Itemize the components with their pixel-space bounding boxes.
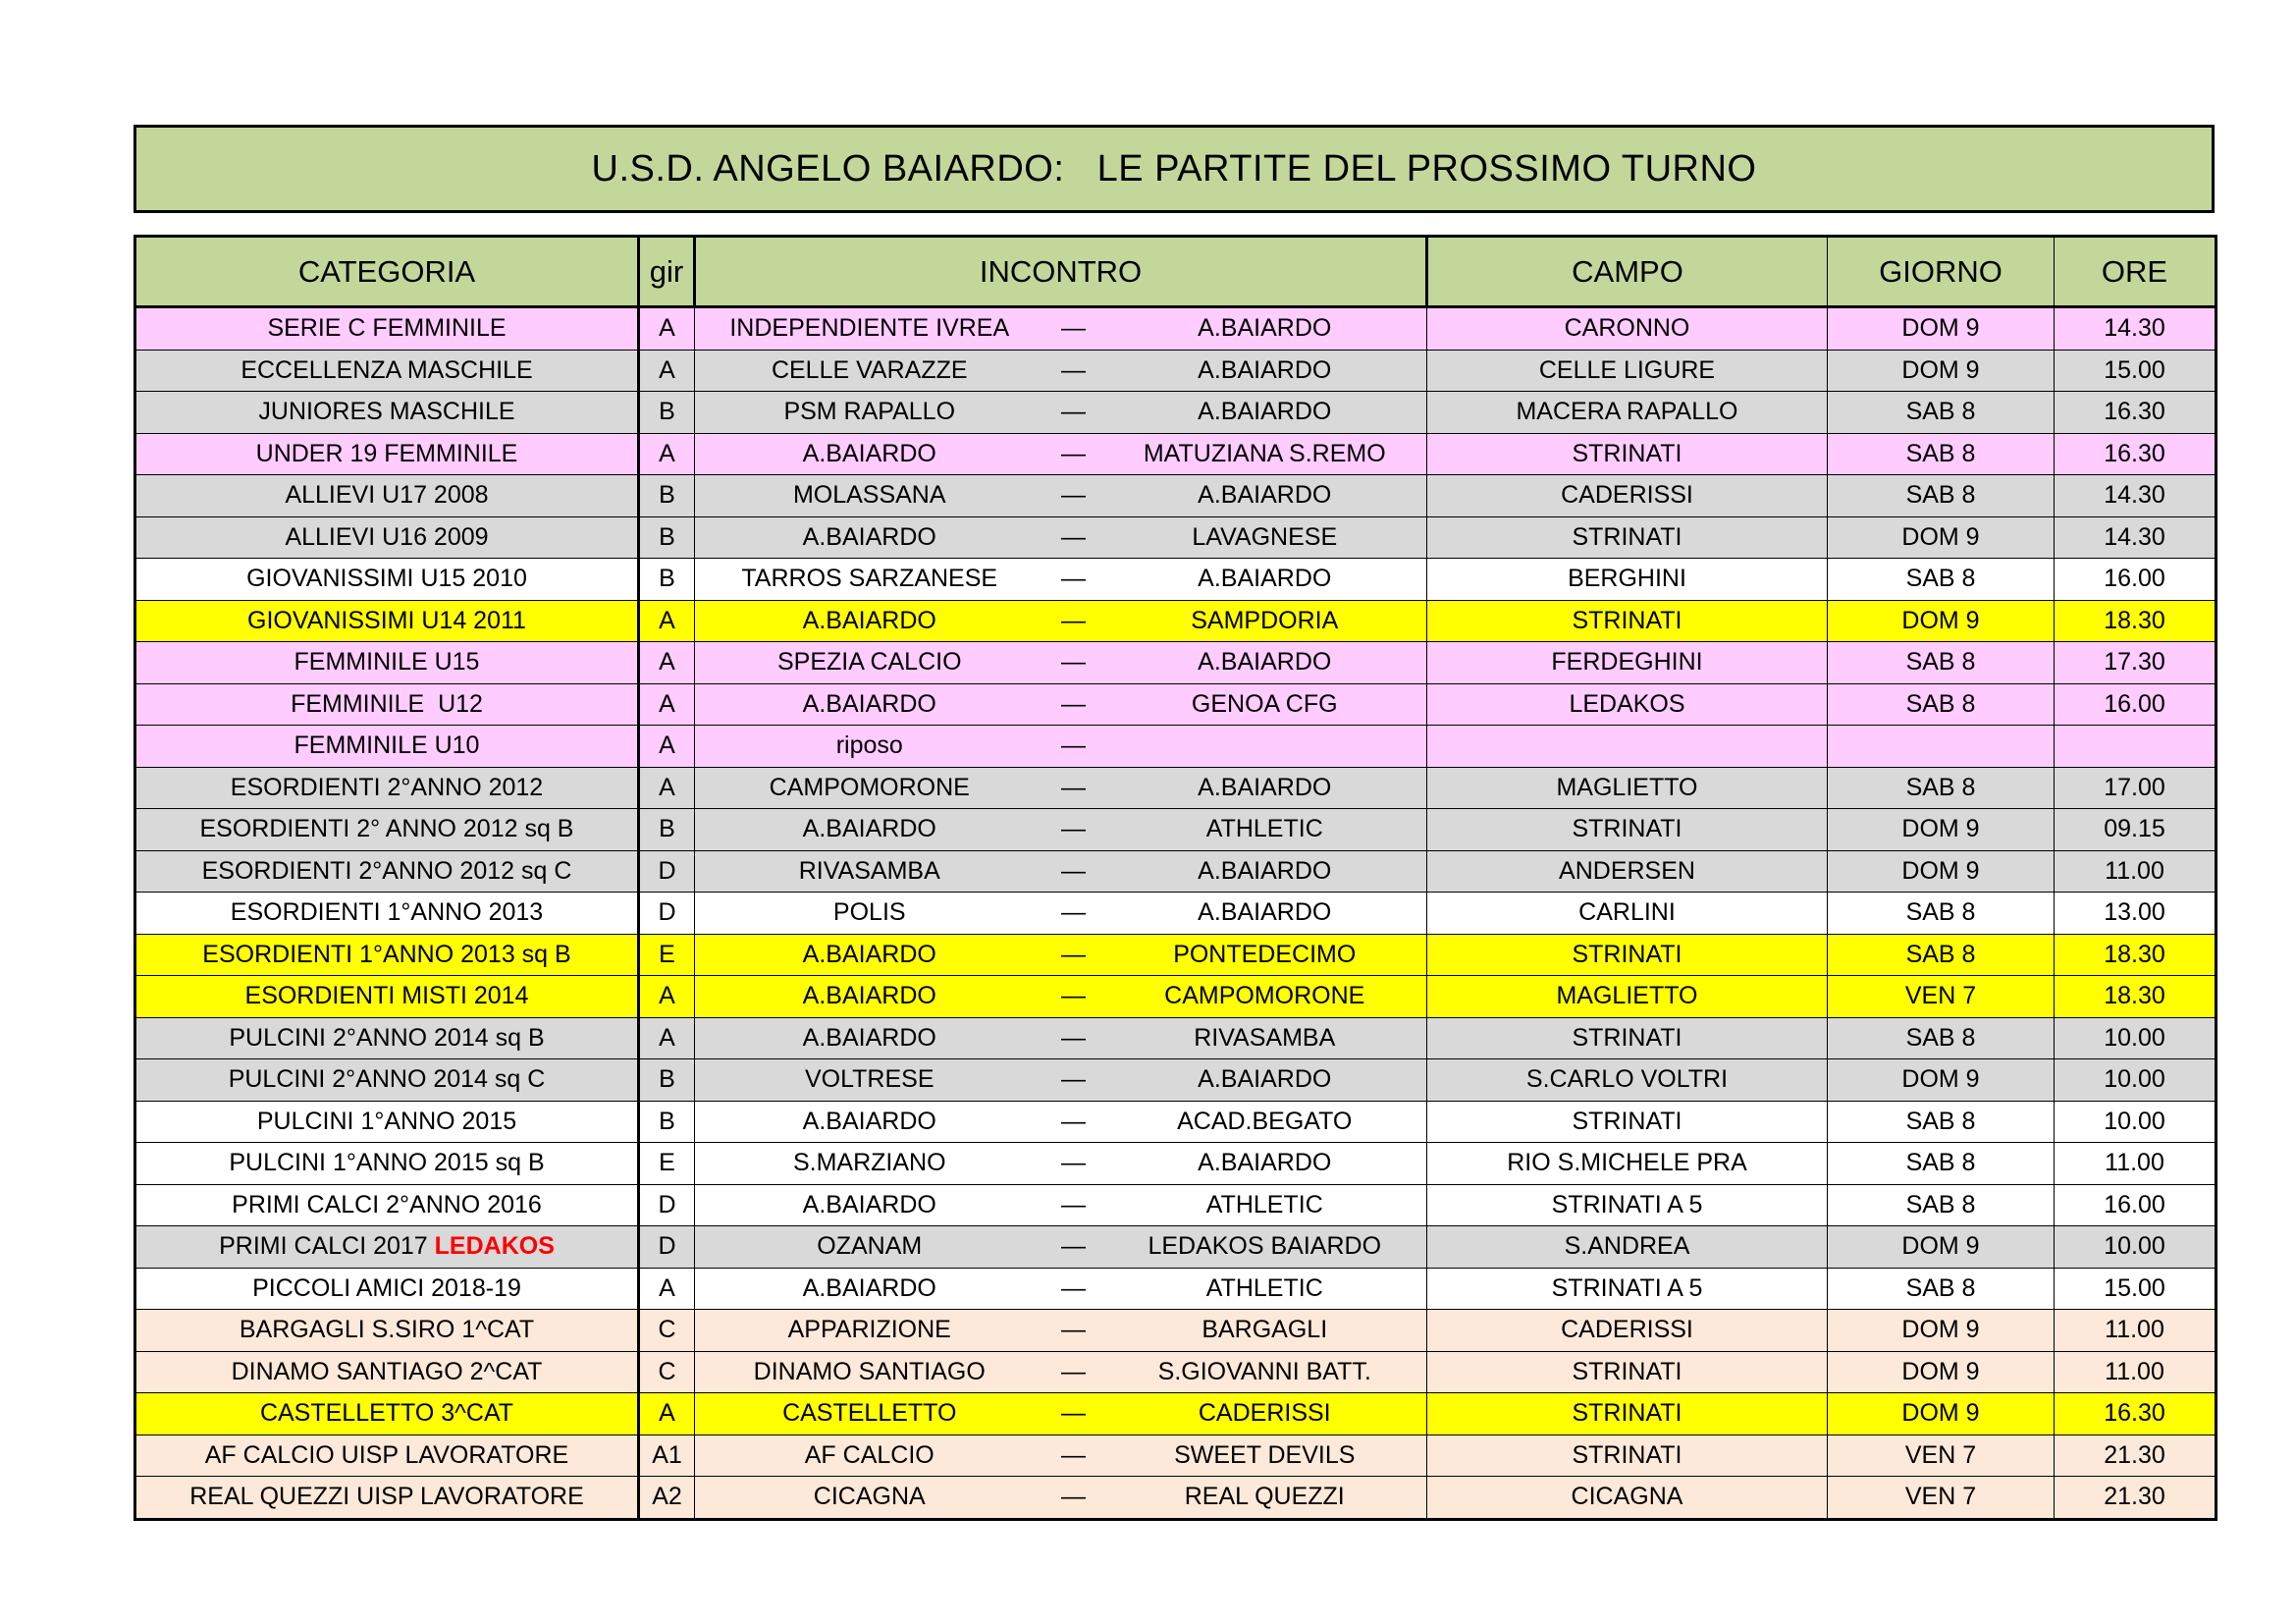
campo-cell: STRINATI: [1427, 934, 1828, 976]
ore-cell: 17.30: [2055, 642, 2216, 684]
categoria-cell: AF CALCIO UISP LAVORATORE: [135, 1435, 639, 1477]
header-campo: CAMPO: [1427, 237, 1828, 307]
match-separator: —: [1044, 475, 1103, 517]
away-team-cell: A.BAIARDO: [1103, 1059, 1427, 1102]
table-row: [135, 1143, 2216, 1185]
header-gir: gir: [639, 237, 695, 307]
away-team-cell: SWEET DEVILS: [1103, 1435, 1427, 1477]
ore-cell: 18.30: [2055, 976, 2216, 1018]
away-team-cell: CADERISSI: [1103, 1393, 1427, 1435]
away-team-cell: A.BAIARDO: [1103, 850, 1427, 893]
gir-cell: B: [639, 559, 695, 601]
categoria-highlight: LEDAKOS: [434, 1232, 555, 1261]
giorno-cell: DOM 9: [1828, 1351, 2055, 1393]
away-team-cell: A.BAIARDO: [1103, 350, 1427, 392]
categoria-cell: [135, 1226, 639, 1269]
home-team-cell: A.BAIARDO: [695, 600, 1044, 642]
giorno-cell: [1828, 726, 2055, 768]
table-row: [135, 350, 2216, 392]
categoria-cell: FEMMINILE U12: [135, 683, 639, 726]
table-row: [135, 1310, 2216, 1352]
campo-cell: FERDEGHINI: [1427, 642, 1828, 684]
home-team-cell: INDEPENDIENTE IVREA: [695, 307, 1044, 351]
giorno-cell: SAB 8: [1828, 433, 2055, 475]
gir-cell: E: [639, 1143, 695, 1185]
home-team-cell: RIVASAMBA: [695, 850, 1044, 893]
match-separator: —: [1044, 1310, 1103, 1352]
schedule-table: [133, 235, 2217, 1521]
ore-cell: 21.30: [2055, 1477, 2216, 1520]
match-separator: —: [1044, 1184, 1103, 1226]
ore-cell: 18.30: [2055, 934, 2216, 976]
away-team-cell: PONTEDECIMO: [1103, 934, 1427, 976]
table-row: [135, 850, 2216, 893]
away-team-cell: SAMPDORIA: [1103, 600, 1427, 642]
ore-cell: 14.30: [2055, 475, 2216, 517]
ore-cell: 16.30: [2055, 433, 2216, 475]
away-team-cell: [1103, 726, 1427, 768]
giorno-cell: SAB 8: [1828, 559, 2055, 601]
gir-cell: E: [639, 934, 695, 976]
campo-cell: CARLINI: [1427, 893, 1828, 935]
ore-cell: [2055, 726, 2216, 768]
away-team-cell: ACAD.BEGATO: [1103, 1101, 1427, 1143]
table-row: [135, 307, 2216, 351]
giorno-cell: VEN 7: [1828, 976, 2055, 1018]
home-team-cell: A.BAIARDO: [695, 1268, 1044, 1310]
table-row: [135, 516, 2216, 559]
ore-cell: 10.00: [2055, 1101, 2216, 1143]
match-separator: —: [1044, 1477, 1103, 1520]
campo-cell: [1427, 726, 1828, 768]
table-row: [135, 1226, 2216, 1269]
home-team-cell: CASTELLETTO: [695, 1393, 1044, 1435]
header-giorno: GIORNO: [1828, 237, 2055, 307]
campo-cell: CADERISSI: [1427, 1310, 1828, 1352]
gir-cell: A1: [639, 1435, 695, 1477]
campo-cell: STRINATI: [1427, 809, 1828, 851]
categoria-cell: BARGAGLI S.SIRO 1^CAT: [135, 1310, 639, 1352]
table-row: [135, 1017, 2216, 1059]
match-separator: —: [1044, 1435, 1103, 1477]
gir-cell: A: [639, 976, 695, 1018]
campo-cell: CARONNO: [1427, 307, 1828, 351]
campo-cell: STRINATI: [1427, 1393, 1828, 1435]
table-row: [135, 559, 2216, 601]
table-row: [135, 475, 2216, 517]
ore-cell: 10.00: [2055, 1017, 2216, 1059]
match-separator: —: [1044, 934, 1103, 976]
table-row: [135, 893, 2216, 935]
campo-cell: S.CARLO VOLTRI: [1427, 1059, 1828, 1102]
giorno-cell: SAB 8: [1828, 1143, 2055, 1185]
away-team-cell: A.BAIARDO: [1103, 307, 1427, 351]
home-team-cell: A.BAIARDO: [695, 516, 1044, 559]
schedule-body: [135, 307, 2216, 1520]
categoria-cell: REAL QUEZZI UISP LAVORATORE: [135, 1477, 639, 1520]
match-separator: —: [1044, 600, 1103, 642]
giorno-cell: VEN 7: [1828, 1435, 2055, 1477]
match-separator: —: [1044, 350, 1103, 392]
gir-cell: A: [639, 1017, 695, 1059]
home-team-cell: DINAMO SANTIAGO: [695, 1351, 1044, 1393]
home-team-cell: A.BAIARDO: [695, 433, 1044, 475]
match-separator: —: [1044, 392, 1103, 434]
table-row: [135, 726, 2216, 768]
away-team-cell: A.BAIARDO: [1103, 475, 1427, 517]
home-team-cell: MOLASSANA: [695, 475, 1044, 517]
away-team-cell: LAVAGNESE: [1103, 516, 1427, 559]
match-separator: —: [1044, 559, 1103, 601]
giorno-cell: DOM 9: [1828, 1226, 2055, 1269]
campo-cell: CELLE LIGURE: [1427, 350, 1828, 392]
table-row: [135, 392, 2216, 434]
gir-cell: D: [639, 1226, 695, 1269]
gir-cell: A: [639, 767, 695, 809]
categoria-cell: UNDER 19 FEMMINILE: [135, 433, 639, 475]
home-team-cell: A.BAIARDO: [695, 683, 1044, 726]
match-separator: —: [1044, 1017, 1103, 1059]
table-row: [135, 1351, 2216, 1393]
campo-cell: STRINATI A 5: [1427, 1268, 1828, 1310]
home-team-cell: OZANAM: [695, 1226, 1044, 1269]
categoria-cell: PRIMI CALCI 2°ANNO 2016: [135, 1184, 639, 1226]
campo-cell: MAGLIETTO: [1427, 767, 1828, 809]
ore-cell: 11.00: [2055, 1143, 2216, 1185]
categoria-cell: PULCINI 2°ANNO 2014 sq C: [135, 1059, 639, 1102]
table-row: [135, 1268, 2216, 1310]
away-team-cell: A.BAIARDO: [1103, 1143, 1427, 1185]
categoria-cell: JUNIORES MASCHILE: [135, 392, 639, 434]
gir-cell: C: [639, 1310, 695, 1352]
gir-cell: D: [639, 1184, 695, 1226]
gir-cell: B: [639, 475, 695, 517]
home-team-cell: AF CALCIO: [695, 1435, 1044, 1477]
giorno-cell: VEN 7: [1828, 1477, 2055, 1520]
home-team-cell: CICAGNA: [695, 1477, 1044, 1520]
categoria-cell: DINAMO SANTIAGO 2^CAT: [135, 1351, 639, 1393]
campo-cell: STRINATI: [1427, 1435, 1828, 1477]
giorno-cell: DOM 9: [1828, 600, 2055, 642]
match-separator: —: [1044, 976, 1103, 1018]
match-separator: —: [1044, 767, 1103, 809]
categoria-cell: PULCINI 1°ANNO 2015 sq B: [135, 1143, 639, 1185]
away-team-cell: A.BAIARDO: [1103, 767, 1427, 809]
giorno-cell: DOM 9: [1828, 350, 2055, 392]
categoria-cell: ALLIEVI U17 2008: [135, 475, 639, 517]
table-row: [135, 1477, 2216, 1520]
ore-cell: 16.00: [2055, 1184, 2216, 1226]
header-incontro: INCONTRO: [695, 237, 1427, 307]
ore-cell: 16.30: [2055, 1393, 2216, 1435]
table-header-row: [135, 237, 2216, 307]
categoria-cell: ALLIEVI U16 2009: [135, 516, 639, 559]
home-team-cell: A.BAIARDO: [695, 809, 1044, 851]
match-separator: —: [1044, 307, 1103, 351]
categoria-cell: GIOVANISSIMI U14 2011: [135, 600, 639, 642]
campo-cell: BERGHINI: [1427, 559, 1828, 601]
match-separator: —: [1044, 850, 1103, 893]
gir-cell: B: [639, 809, 695, 851]
match-separator: —: [1044, 726, 1103, 768]
gir-cell: D: [639, 850, 695, 893]
home-team-cell: A.BAIARDO: [695, 1101, 1044, 1143]
page-title: U.S.D. ANGELO BAIARDO: LE PARTITE DEL PROSSIMO TURNO: [133, 125, 2215, 213]
gir-cell: A: [639, 433, 695, 475]
campo-cell: STRINATI: [1427, 433, 1828, 475]
table-row: [135, 767, 2216, 809]
ore-cell: 10.00: [2055, 1059, 2216, 1102]
giorno-cell: SAB 8: [1828, 1268, 2055, 1310]
ore-cell: 15.00: [2055, 1268, 2216, 1310]
away-team-cell: MATUZIANA S.REMO: [1103, 433, 1427, 475]
away-team-cell: ATHLETIC: [1103, 809, 1427, 851]
table-row: [135, 934, 2216, 976]
home-team-cell: PSM RAPALLO: [695, 392, 1044, 434]
away-team-cell: BARGAGLI: [1103, 1310, 1427, 1352]
giorno-cell: DOM 9: [1828, 1059, 2055, 1102]
campo-cell: RIO S.MICHELE PRA: [1427, 1143, 1828, 1185]
ore-cell: 17.00: [2055, 767, 2216, 809]
categoria-cell: ESORDIENTI 2° ANNO 2012 sq B: [135, 809, 639, 851]
home-team-cell: VOLTRESE: [695, 1059, 1044, 1102]
ore-cell: 09.15: [2055, 809, 2216, 851]
campo-cell: STRINATI: [1427, 1017, 1828, 1059]
categoria-cell: ESORDIENTI 2°ANNO 2012 sq C: [135, 850, 639, 893]
giorno-cell: DOM 9: [1828, 850, 2055, 893]
categoria-cell: CASTELLETTO 3^CAT: [135, 1393, 639, 1435]
gir-cell: A: [639, 350, 695, 392]
categoria-text: PRIMI CALCI 2017: [219, 1232, 435, 1261]
home-team-cell: A.BAIARDO: [695, 1184, 1044, 1226]
gir-cell: A: [639, 600, 695, 642]
match-separator: —: [1044, 1059, 1103, 1102]
away-team-cell: CAMPOMORONE: [1103, 976, 1427, 1018]
home-team-cell: S.MARZIANO: [695, 1143, 1044, 1185]
away-team-cell: A.BAIARDO: [1103, 642, 1427, 684]
match-separator: —: [1044, 642, 1103, 684]
match-separator: —: [1044, 1268, 1103, 1310]
categoria-cell: FEMMINILE U15: [135, 642, 639, 684]
table-row: [135, 600, 2216, 642]
ore-cell: 13.00: [2055, 893, 2216, 935]
gir-cell: C: [639, 1351, 695, 1393]
campo-cell: STRINATI: [1427, 516, 1828, 559]
giorno-cell: SAB 8: [1828, 1017, 2055, 1059]
home-team-cell: POLIS: [695, 893, 1044, 935]
giorno-cell: SAB 8: [1828, 475, 2055, 517]
match-separator: —: [1044, 683, 1103, 726]
categoria-cell: PICCOLI AMICI 2018-19: [135, 1268, 639, 1310]
ore-cell: 14.30: [2055, 516, 2216, 559]
giorno-cell: SAB 8: [1828, 1184, 2055, 1226]
away-team-cell: LEDAKOS BAIARDO: [1103, 1226, 1427, 1269]
giorno-cell: DOM 9: [1828, 1310, 2055, 1352]
campo-cell: ANDERSEN: [1427, 850, 1828, 893]
ore-cell: 16.00: [2055, 559, 2216, 601]
gir-cell: A: [639, 683, 695, 726]
match-separator: —: [1044, 516, 1103, 559]
home-team-cell: CAMPOMORONE: [695, 767, 1044, 809]
giorno-cell: SAB 8: [1828, 1101, 2055, 1143]
away-team-cell: A.BAIARDO: [1103, 392, 1427, 434]
away-team-cell: A.BAIARDO: [1103, 559, 1427, 601]
gir-cell: B: [639, 516, 695, 559]
match-separator: —: [1044, 433, 1103, 475]
table-row: [135, 433, 2216, 475]
match-separator: —: [1044, 809, 1103, 851]
match-separator: —: [1044, 1101, 1103, 1143]
table-row: [135, 1184, 2216, 1226]
ore-cell: 18.30: [2055, 600, 2216, 642]
gir-cell: A: [639, 1393, 695, 1435]
ore-cell: 16.00: [2055, 683, 2216, 726]
home-team-cell: CELLE VARAZZE: [695, 350, 1044, 392]
match-separator: —: [1044, 1351, 1103, 1393]
gir-cell: B: [639, 1059, 695, 1102]
home-team-cell: TARROS SARZANESE: [695, 559, 1044, 601]
table-row: [135, 1101, 2216, 1143]
giorno-cell: SAB 8: [1828, 683, 2055, 726]
giorno-cell: DOM 9: [1828, 1393, 2055, 1435]
ore-cell: 11.00: [2055, 850, 2216, 893]
categoria-cell: ESORDIENTI MISTI 2014: [135, 976, 639, 1018]
campo-cell: STRINATI: [1427, 1101, 1828, 1143]
campo-cell: STRINATI: [1427, 600, 1828, 642]
table-row: [135, 642, 2216, 684]
ore-cell: 11.00: [2055, 1351, 2216, 1393]
away-team-cell: GENOA CFG: [1103, 683, 1427, 726]
table-row: [135, 976, 2216, 1018]
categoria-cell: GIOVANISSIMI U15 2010: [135, 559, 639, 601]
match-separator: —: [1044, 1393, 1103, 1435]
header-categoria: CATEGORIA: [135, 237, 639, 307]
ore-cell: 11.00: [2055, 1310, 2216, 1352]
gir-cell: A: [639, 307, 695, 351]
campo-cell: MACERA RAPALLO: [1427, 392, 1828, 434]
categoria-cell: ESORDIENTI 1°ANNO 2013 sq B: [135, 934, 639, 976]
away-team-cell: RIVASAMBA: [1103, 1017, 1427, 1059]
gir-cell: A: [639, 726, 695, 768]
table-row: [135, 683, 2216, 726]
campo-cell: CICAGNA: [1427, 1477, 1828, 1520]
categoria-cell: ECCELLENZA MASCHILE: [135, 350, 639, 392]
gir-cell: D: [639, 893, 695, 935]
home-team-cell: A.BAIARDO: [695, 1017, 1044, 1059]
table-row: [135, 1435, 2216, 1477]
categoria-cell: ESORDIENTI 2°ANNO 2012: [135, 767, 639, 809]
home-team-cell: riposo: [695, 726, 1044, 768]
giorno-cell: DOM 9: [1828, 516, 2055, 559]
categoria-cell: FEMMINILE U10: [135, 726, 639, 768]
categoria-cell: PULCINI 1°ANNO 2015: [135, 1101, 639, 1143]
campo-cell: STRINATI: [1427, 1351, 1828, 1393]
header-ore: ORE: [2055, 237, 2216, 307]
giorno-cell: SAB 8: [1828, 893, 2055, 935]
home-team-cell: A.BAIARDO: [695, 934, 1044, 976]
gir-cell: A2: [639, 1477, 695, 1520]
match-separator: —: [1044, 1143, 1103, 1185]
giorno-cell: SAB 8: [1828, 934, 2055, 976]
home-team-cell: APPARIZIONE: [695, 1310, 1044, 1352]
ore-cell: 14.30: [2055, 307, 2216, 351]
categoria-cell: SERIE C FEMMINILE: [135, 307, 639, 351]
ore-cell: 15.00: [2055, 350, 2216, 392]
campo-cell: S.ANDREA: [1427, 1226, 1828, 1269]
table-row: [135, 1393, 2216, 1435]
table-row: [135, 1059, 2216, 1102]
campo-cell: CADERISSI: [1427, 475, 1828, 517]
away-team-cell: ATHLETIC: [1103, 1268, 1427, 1310]
away-team-cell: A.BAIARDO: [1103, 893, 1427, 935]
categoria-cell: PULCINI 2°ANNO 2014 sq B: [135, 1017, 639, 1059]
away-team-cell: S.GIOVANNI BATT.: [1103, 1351, 1427, 1393]
giorno-cell: DOM 9: [1828, 809, 2055, 851]
ore-cell: 21.30: [2055, 1435, 2216, 1477]
home-team-cell: SPEZIA CALCIO: [695, 642, 1044, 684]
campo-cell: MAGLIETTO: [1427, 976, 1828, 1018]
away-team-cell: ATHLETIC: [1103, 1184, 1427, 1226]
giorno-cell: SAB 8: [1828, 392, 2055, 434]
campo-cell: STRINATI A 5: [1427, 1184, 1828, 1226]
gir-cell: A: [639, 642, 695, 684]
gir-cell: A: [639, 1268, 695, 1310]
ore-cell: 16.30: [2055, 392, 2216, 434]
giorno-cell: SAB 8: [1828, 642, 2055, 684]
categoria-cell: ESORDIENTI 1°ANNO 2013: [135, 893, 639, 935]
giorno-cell: SAB 8: [1828, 767, 2055, 809]
gir-cell: B: [639, 392, 695, 434]
giorno-cell: DOM 9: [1828, 307, 2055, 351]
gir-cell: B: [639, 1101, 695, 1143]
home-team-cell: A.BAIARDO: [695, 976, 1044, 1018]
ore-cell: 10.00: [2055, 1226, 2216, 1269]
away-team-cell: REAL QUEZZI: [1103, 1477, 1427, 1520]
table-row: [135, 809, 2216, 851]
match-separator: —: [1044, 893, 1103, 935]
campo-cell: LEDAKOS: [1427, 683, 1828, 726]
match-separator: —: [1044, 1226, 1103, 1269]
